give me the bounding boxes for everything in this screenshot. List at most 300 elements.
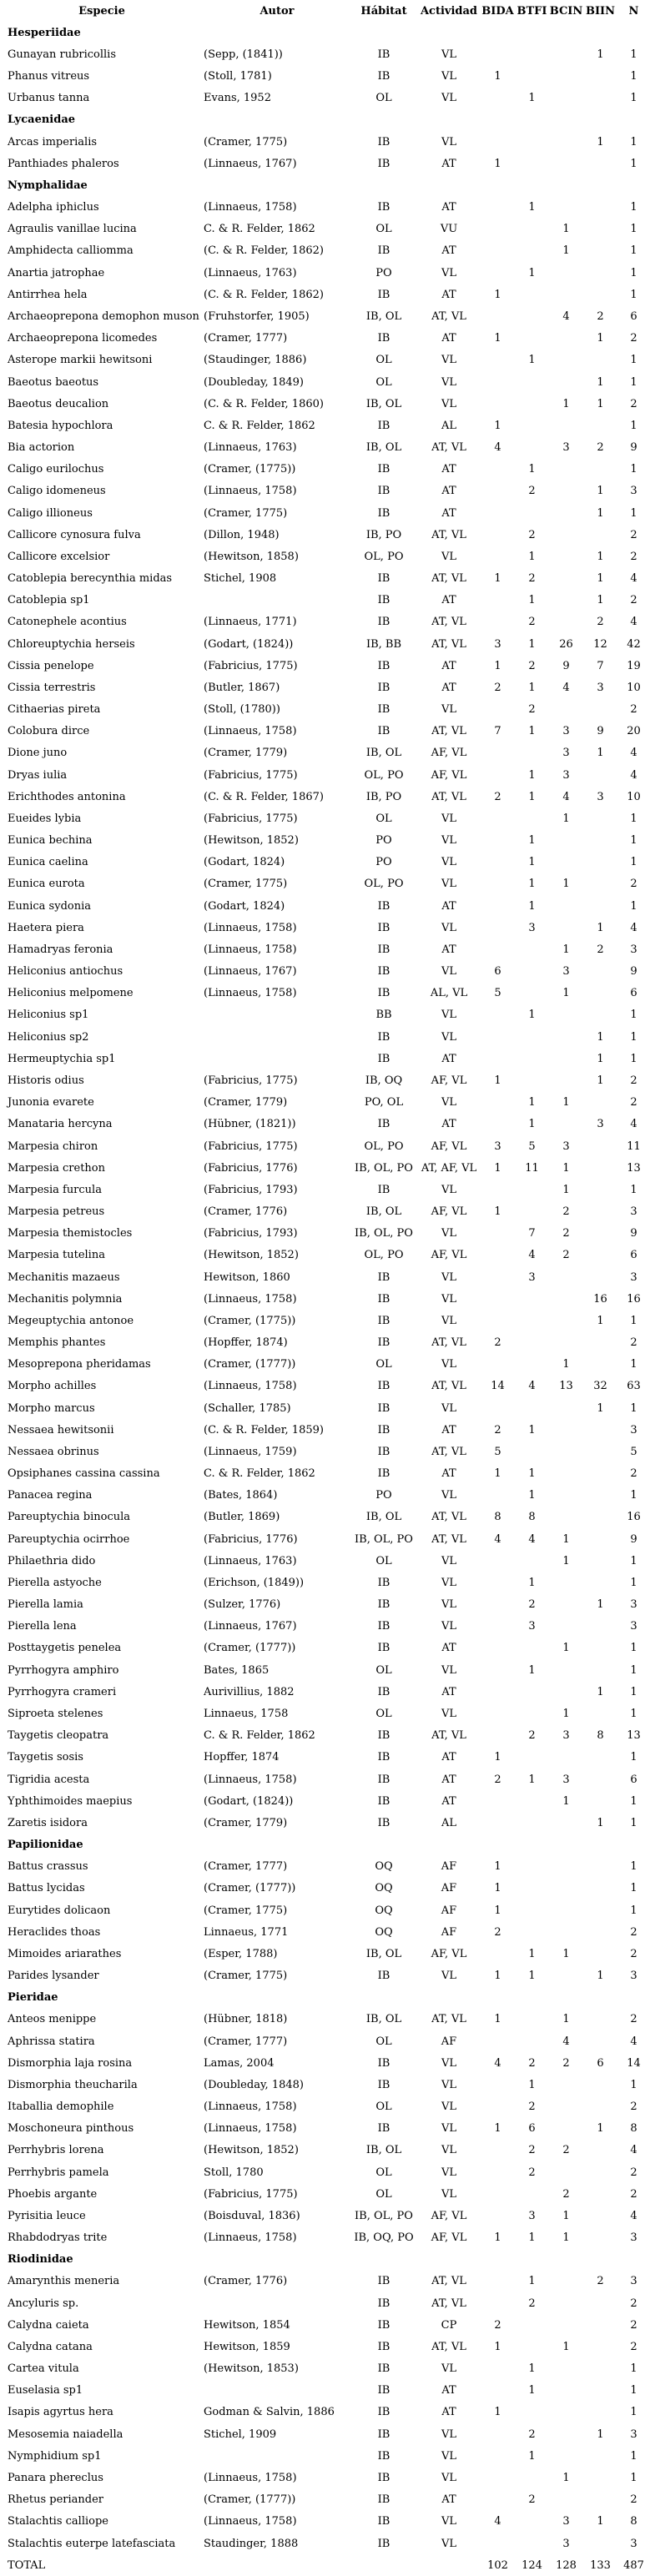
actividad-cell: VL	[441, 397, 457, 410]
n-cell: 1	[630, 1401, 637, 1415]
bida-cell: 4	[494, 1532, 501, 1546]
btfi-cell: 1	[528, 1947, 536, 1960]
actividad-cell: AF	[441, 1904, 457, 1917]
actividad-cell: VL	[441, 354, 457, 367]
especie-cell: Pierella astyoche	[8, 1576, 102, 1589]
bcin-cell: 4	[562, 790, 570, 803]
actividad-cell: AT, VL	[431, 725, 466, 738]
habitat-cell: IB	[377, 681, 391, 694]
species-row	[0, 2140, 650, 2161]
habitat-cell: IB, PO	[365, 790, 402, 803]
bida-cell: 4	[494, 2515, 501, 2528]
species-row	[0, 2205, 650, 2226]
autor-cell: Hewitson, 1860	[204, 1270, 290, 1284]
n-cell: 13	[627, 1729, 641, 1743]
n-cell: 1	[630, 1751, 637, 1764]
species-row	[0, 1114, 650, 1135]
autor-cell: Godman & Salvin, 1886	[204, 2406, 335, 2419]
especie-cell: Bia actorion	[8, 441, 75, 455]
habitat-cell: OL	[375, 1707, 392, 1720]
species-row	[0, 1616, 650, 1638]
especie-cell: Nessaea obrinus	[8, 1445, 99, 1458]
species-row	[0, 1943, 650, 1965]
btfi-cell: 2	[528, 2101, 536, 2114]
biin-cell: 2	[597, 616, 604, 629]
habitat-cell: IB	[377, 2340, 391, 2353]
n-cell: 4	[630, 2035, 637, 2048]
actividad-cell: AT, VL	[431, 1336, 466, 1350]
autor-cell: (Fabricius, 1775)	[204, 812, 298, 825]
especie-cell: TOTAL	[8, 2558, 46, 2572]
actividad-cell: VL	[441, 965, 457, 979]
btfi-cell: 2	[528, 2297, 536, 2310]
n-cell: 1	[630, 201, 637, 214]
habitat-cell: IB, OL	[365, 1205, 402, 1219]
habitat-cell: IB	[377, 1773, 391, 1786]
n-cell: 1	[630, 856, 637, 869]
n-cell: 4	[630, 2209, 637, 2222]
species-row	[0, 1397, 650, 1419]
autor-cell: (Linnaeus, 1767)	[204, 1620, 297, 1633]
n-cell: 1	[630, 1009, 637, 1022]
actividad-cell: VL	[441, 1292, 457, 1306]
autor-cell: (Linnaeus, 1758)	[204, 2231, 297, 2245]
biin-cell: 1	[597, 2122, 604, 2136]
especie-cell: Gunayan rubricollis	[8, 48, 117, 61]
species-row	[0, 2336, 650, 2357]
n-cell: 19	[627, 659, 641, 672]
bcin-cell: 3	[562, 768, 570, 782]
habitat-cell: OL	[375, 2101, 392, 2114]
species-row	[0, 88, 650, 109]
especie-cell: Eunica eurota	[8, 878, 85, 891]
actividad-cell: AF, VL	[431, 1249, 467, 1262]
species-row	[0, 1507, 650, 1528]
autor-cell: (Godart, (1824))	[204, 1794, 294, 1808]
autor-cell: (C. & R. Felder, 1862)	[204, 244, 324, 258]
bida-cell: 2	[494, 1925, 501, 1939]
especie-cell: Marpesia crethon	[8, 1161, 105, 1175]
n-cell: 3	[630, 1270, 637, 1284]
habitat-cell: IB	[377, 572, 391, 586]
especie-cell: Isapis agyrtus hera	[8, 2406, 113, 2419]
n-cell: 1	[630, 288, 637, 301]
bida-cell: 4	[494, 2056, 501, 2070]
n-cell: 2	[630, 2166, 637, 2179]
actividad-cell: AT	[441, 2493, 456, 2507]
n-cell: 1	[630, 2362, 637, 2376]
species-row	[0, 1463, 650, 1485]
btfi-cell: 1	[528, 790, 536, 803]
actividad-cell: AT	[441, 506, 456, 520]
bcin-cell: 1	[562, 2340, 570, 2353]
species-row	[0, 2445, 650, 2467]
bida-cell: 1	[494, 2013, 501, 2026]
bcin-cell: 26	[559, 637, 573, 651]
especie-cell: Chloreuptychia herseis	[8, 637, 135, 651]
species-row	[0, 371, 650, 393]
n-cell: 3	[630, 1620, 637, 1633]
bida-cell: 7	[494, 725, 501, 738]
species-row	[0, 197, 650, 219]
table-header-row	[0, 0, 650, 22]
btfi-cell: 4	[528, 1532, 536, 1546]
species-row	[0, 830, 650, 852]
bida-cell: 5	[494, 987, 501, 1000]
bcin-cell: 4	[562, 2035, 570, 2048]
autor-cell: (Fabricius, 1776)	[204, 1161, 298, 1175]
autor-cell: (Godart, 1824)	[204, 899, 285, 913]
autor-cell: Hopffer, 1874	[204, 1751, 280, 1764]
bcin-cell: 1	[562, 223, 570, 236]
species-row	[0, 1266, 650, 1288]
species-row	[0, 1878, 650, 1899]
especie-cell: Cithaerias pireta	[8, 703, 101, 717]
n-cell: 1	[630, 92, 637, 105]
bcin-cell: 1	[562, 878, 570, 891]
bcin-cell: 3	[562, 1140, 570, 1153]
actividad-cell: AT	[441, 681, 456, 694]
n-cell: 2	[630, 2297, 637, 2310]
autor-cell: (Cramer, 1779)	[204, 1816, 288, 1829]
species-row	[0, 2380, 650, 2402]
bcin-cell: 9	[562, 659, 570, 672]
autor-cell: (Cramer, (1775))	[204, 463, 296, 476]
actividad-cell: VL	[441, 550, 457, 563]
n-cell: 1	[630, 1904, 637, 1917]
autor-cell: (Linnaeus, 1758)	[204, 725, 297, 738]
biin-cell: 1	[597, 1816, 604, 1829]
actividad-cell: VL	[441, 878, 457, 891]
btfi-cell: 2	[528, 485, 536, 498]
autor-cell: (Fabricius, 1793)	[204, 1227, 298, 1240]
species-row	[0, 2096, 650, 2118]
autor-cell: (Fabricius, 1775)	[204, 1140, 298, 1153]
especie-cell: Yphthimoides maepius	[8, 1794, 133, 1808]
n-cell: 42	[627, 637, 641, 651]
bcin-cell: 4	[562, 681, 570, 694]
especie-cell: Caligo illioneus	[8, 506, 93, 520]
n-cell: 1	[630, 1489, 637, 1502]
species-row	[0, 852, 650, 873]
n-cell: 1	[630, 70, 637, 83]
biin-cell: 1	[597, 1314, 604, 1327]
species-row	[0, 2052, 650, 2074]
especie-cell: Stalachtis euterpe latefasciata	[8, 2537, 176, 2550]
autor-cell: (Fabricius, 1775)	[204, 659, 298, 672]
species-row	[0, 1703, 650, 1724]
biin-cell: 1	[597, 594, 604, 607]
bcin-cell: 1	[562, 1707, 570, 1720]
n-cell: 9	[630, 441, 637, 455]
n-cell: 4	[630, 747, 637, 760]
especie-cell: Rhabdodryas trite	[8, 2231, 108, 2245]
bida-cell: 1	[494, 288, 501, 301]
n-cell: 1	[630, 1882, 637, 1895]
column-header-n: N	[628, 4, 639, 18]
actividad-cell: AT	[441, 1423, 456, 1436]
bcin-cell: 1	[562, 1642, 570, 1655]
biin-cell: 9	[597, 725, 604, 738]
especie-cell: Morpho achilles	[8, 1380, 97, 1393]
actividad-cell: AT, VL	[431, 1380, 466, 1393]
habitat-cell: IB	[377, 2472, 391, 2484]
n-cell: 1	[630, 1663, 637, 1677]
actividad-cell: AT	[441, 157, 456, 170]
bida-cell: 3	[494, 1140, 501, 1153]
especie-cell: Pyrrhogyra crameri	[8, 1685, 117, 1698]
habitat-cell: IB, OL	[365, 2144, 402, 2157]
actividad-cell: VL	[441, 135, 457, 148]
autor-cell: Aurivillius, 1882	[204, 1685, 295, 1698]
btfi-cell: 2	[528, 2493, 536, 2507]
n-cell: 3	[630, 2428, 637, 2441]
habitat-cell: IB	[377, 1118, 391, 1131]
n-cell: 1	[630, 899, 637, 913]
n-cell: 2	[630, 550, 637, 563]
n-cell: 3	[630, 2537, 637, 2550]
autor-cell: (Linnaeus, 1758)	[204, 1380, 297, 1393]
autor-cell: (Linnaeus, 1767)	[204, 965, 297, 979]
btfi-cell: 2	[528, 2144, 536, 2157]
bcin-cell: 1	[562, 987, 570, 1000]
n-cell: 3	[630, 1598, 637, 1612]
habitat-cell: IB	[377, 1270, 391, 1284]
autor-cell: (Linnaeus, 1759)	[204, 1445, 297, 1458]
autor-cell: (Cramer, 1775)	[204, 135, 288, 148]
autor-cell: (Linnaeus, 1758)	[204, 2101, 297, 2114]
bida-cell: 1	[494, 1161, 501, 1175]
habitat-cell: IB, OL	[365, 309, 402, 323]
bcin-cell: 2	[562, 1205, 570, 1219]
habitat-cell: IB	[377, 2406, 391, 2419]
btfi-cell: 8	[528, 1511, 536, 1524]
btfi-cell: 1	[528, 834, 536, 848]
n-cell: 3	[630, 2275, 637, 2288]
especie-cell: Marpesia furcula	[8, 1183, 102, 1196]
n-cell: 20	[627, 725, 641, 738]
bcin-cell: 1	[562, 943, 570, 956]
habitat-cell: IB, OL	[365, 397, 402, 410]
bida-cell: 1	[494, 1205, 501, 1219]
habitat-cell: IB, OL	[365, 1511, 402, 1524]
especie-cell: Marpesia themistocles	[8, 1227, 133, 1240]
biin-cell: 1	[597, 375, 604, 389]
bida-cell: 1	[494, 1970, 501, 1983]
actividad-cell: VL	[441, 1401, 457, 1415]
bcin-cell: 2	[562, 2056, 570, 2070]
species-row	[0, 633, 650, 655]
actividad-cell: VL	[441, 2362, 457, 2376]
bida-cell: 1	[494, 1074, 501, 1087]
especie-cell: Historis odius	[8, 1074, 84, 1087]
n-cell: 11	[627, 1140, 641, 1153]
column-header-especie: Especie	[78, 4, 125, 18]
autor-cell: (Linnaeus, 1767)	[204, 157, 297, 170]
especie-cell: Pierella lamia	[8, 1598, 83, 1612]
habitat-cell: IB	[377, 135, 391, 148]
btfi-cell: 1	[528, 550, 536, 563]
habitat-cell: IB	[377, 463, 391, 476]
especie-cell: Nessaea hewitsonii	[8, 1423, 114, 1436]
autor-cell: (Fruhstorfer, 1905)	[204, 309, 310, 323]
habitat-cell: IB	[377, 616, 391, 629]
n-cell: 2	[630, 1074, 637, 1087]
bcin-cell: 1	[562, 2231, 570, 2245]
species-row	[0, 2467, 650, 2488]
habitat-cell: IB	[377, 2449, 391, 2463]
especie-cell: Baeotus deucalion	[8, 397, 109, 410]
habitat-cell: BB	[375, 1009, 392, 1022]
especie-cell: Parides lysander	[8, 1970, 99, 1983]
especie-cell: Pareuptychia ocirrhoe	[8, 1532, 130, 1546]
btfi-cell: 5	[528, 1140, 536, 1153]
autor-cell: (Linnaeus, 1763)	[204, 266, 297, 279]
actividad-cell: AT	[441, 1751, 456, 1764]
column-header-biin: BIIN	[585, 4, 616, 18]
especie-cell: Nymphalidae	[8, 179, 88, 192]
species-row	[0, 764, 650, 786]
autor-cell: (Hübner, 1818)	[204, 2013, 288, 2026]
habitat-cell: OL	[375, 1554, 392, 1567]
autor-cell: (Cramer, 1777)	[204, 2035, 288, 2048]
habitat-cell: IB	[377, 419, 391, 432]
autor-cell: (Sepp, (1841))	[204, 48, 283, 61]
autor-cell: Staudinger, 1888	[204, 2537, 299, 2550]
bida-cell: 8	[494, 1511, 501, 1524]
especie-cell: Archaeoprepona demophon muson	[8, 309, 199, 323]
species-row	[0, 742, 650, 764]
habitat-cell: OQ	[375, 1860, 393, 1874]
autor-cell: (Fabricius, 1775)	[204, 1074, 298, 1087]
especie-cell: Panacea regina	[8, 1489, 93, 1502]
bida-cell: 2	[494, 1423, 501, 1436]
species-row	[0, 983, 650, 1004]
autor-cell: (C. & R. Felder, 1859)	[204, 1423, 324, 1436]
habitat-cell: IB	[377, 201, 391, 214]
habitat-cell: OL	[375, 354, 392, 367]
actividad-cell: VL	[441, 266, 457, 279]
species-row	[0, 677, 650, 698]
habitat-cell: IB, PO	[365, 528, 402, 541]
actividad-cell: VL	[441, 1270, 457, 1284]
btfi-cell: 1	[528, 725, 536, 738]
autor-cell: (Fabricius, 1775)	[204, 2187, 298, 2201]
n-cell: 1	[630, 1685, 637, 1698]
actividad-cell: AT	[441, 1794, 456, 1808]
biin-cell: 16	[593, 1292, 607, 1306]
species-row	[0, 1485, 650, 1507]
especie-cell: Eunica sydonia	[8, 899, 92, 913]
habitat-cell: OL	[375, 1358, 392, 1371]
especie-cell: Dryas iulia	[8, 768, 68, 782]
autor-cell: (Linnaeus, 1758)	[204, 485, 297, 498]
habitat-cell: PO	[375, 1489, 392, 1502]
species-row	[0, 808, 650, 829]
actividad-cell: AL	[441, 1816, 457, 1829]
habitat-cell: IB	[377, 1401, 391, 1415]
habitat-cell: PO, OL	[364, 1096, 404, 1109]
especie-cell: Colobura dirce	[8, 725, 90, 738]
especie-cell: Panara phereclus	[8, 2472, 103, 2484]
habitat-cell: IB	[377, 1336, 391, 1350]
especie-cell: Papilionidae	[8, 1839, 83, 1852]
species-row	[0, 2118, 650, 2140]
especie-cell: Pieridae	[8, 1991, 58, 2005]
autor-cell: (Linnaeus, 1758)	[204, 921, 297, 934]
biin-cell: 1	[597, 397, 604, 410]
n-cell: 2	[630, 2318, 637, 2332]
especie-cell: Ancyluris sp.	[8, 2297, 79, 2310]
btfi-cell: 1	[528, 681, 536, 694]
biin-cell: 2	[597, 2275, 604, 2288]
especie-cell: Catonephele acontius	[8, 616, 127, 629]
n-cell: 3	[630, 2231, 637, 2245]
habitat-cell: IB	[377, 2078, 391, 2091]
species-row	[0, 350, 650, 371]
btfi-cell: 1	[528, 594, 536, 607]
autor-cell: (Cramer, (1777))	[204, 1358, 296, 1371]
column-header-bcin: BCIN	[549, 4, 583, 18]
habitat-cell: OL	[375, 375, 392, 389]
actividad-cell: VL	[441, 1096, 457, 1109]
species-row	[0, 1200, 650, 1222]
species-row	[0, 2423, 650, 2445]
btfi-cell: 1	[528, 1096, 536, 1109]
n-cell: 1	[630, 419, 637, 432]
n-cell: 2	[630, 1947, 637, 1960]
actividad-cell: AT, VL	[431, 572, 466, 586]
habitat-cell: IB	[377, 1816, 391, 1829]
autor-cell: (Hewitson, 1852)	[204, 834, 299, 848]
species-row	[0, 1812, 650, 1834]
habitat-cell: OQ	[375, 1925, 393, 1939]
btfi-cell: 3	[528, 2209, 536, 2222]
especie-cell: Taygetis cleopatra	[8, 1729, 109, 1743]
species-row	[0, 873, 650, 895]
actividad-cell: VL	[441, 1489, 457, 1502]
actividad-cell: AF, VL	[431, 2231, 467, 2245]
actividad-cell: AT, VL	[431, 2275, 466, 2288]
autor-cell: (Dillon, 1948)	[204, 528, 280, 541]
autor-cell: C. & R. Felder, 1862	[204, 419, 315, 432]
btfi-cell: 2	[528, 2428, 536, 2441]
bida-cell: 2	[494, 790, 501, 803]
actividad-cell: AT	[441, 485, 456, 498]
n-cell: 3	[630, 485, 637, 498]
autor-cell: (Linnaeus, 1763)	[204, 1554, 297, 1567]
species-row	[0, 2161, 650, 2183]
bcin-cell: 4	[562, 309, 570, 323]
n-cell: 1	[630, 1183, 637, 1196]
n-cell: 63	[627, 1380, 641, 1393]
bcin-cell: 1	[562, 1532, 570, 1546]
bcin-cell: 1	[562, 1554, 570, 1567]
actividad-cell: AF	[441, 2035, 457, 2048]
autor-cell: (Cramer, 1779)	[204, 1096, 288, 1109]
biin-cell: 1	[597, 1598, 604, 1612]
especie-cell: Hermeuptychia sp1	[8, 1052, 116, 1065]
btfi-cell: 11	[525, 1161, 539, 1175]
especie-cell: Phanus vitreus	[8, 70, 90, 83]
autor-cell: (Staudinger, 1886)	[204, 354, 307, 367]
habitat-cell: OL	[375, 2035, 392, 2048]
habitat-cell: IB	[377, 2515, 391, 2528]
btfi-cell: 1	[528, 1663, 536, 1677]
species-row	[0, 1747, 650, 1768]
species-row	[0, 1681, 650, 1703]
habitat-cell: IB	[377, 288, 391, 301]
